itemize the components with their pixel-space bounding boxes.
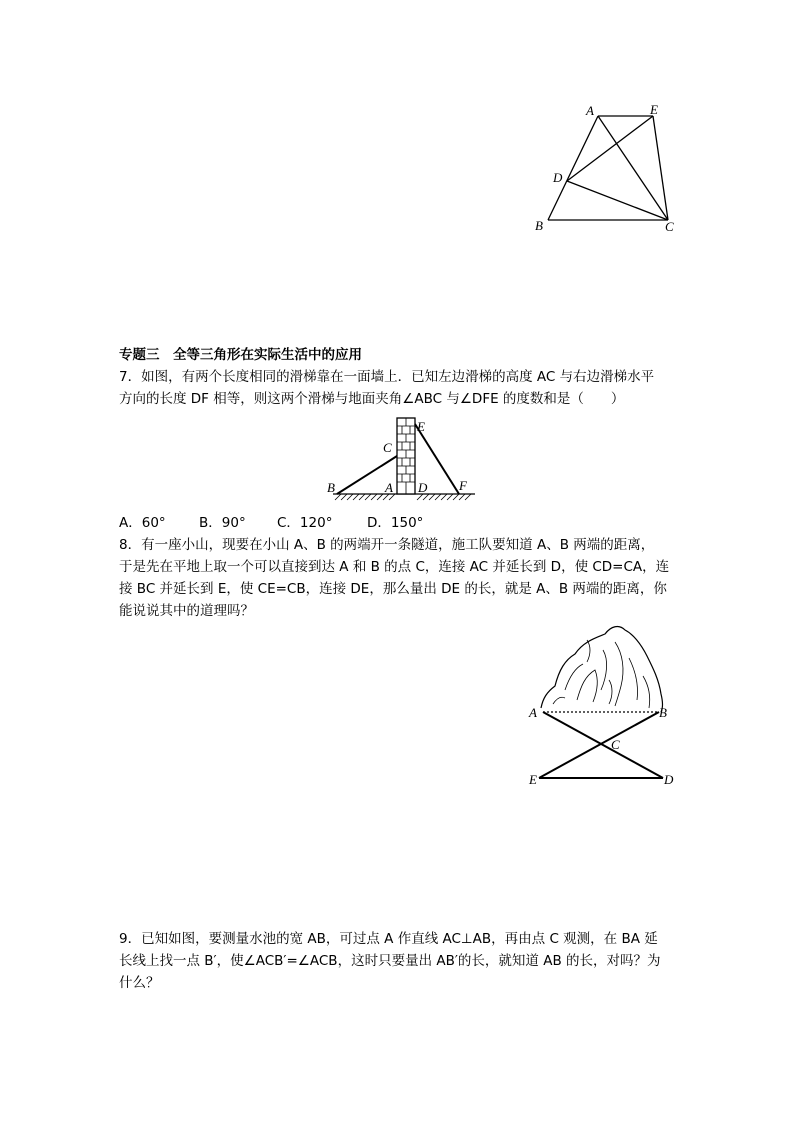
q7-line-1: 7．如图，有两个长度相同的滑梯靠在一面墙上．已知左边滑梯的高度 AC 与右边滑梯水平 xyxy=(119,369,655,385)
q7-option-b[interactable]: B．90° xyxy=(199,515,246,531)
q7-line-2: 方向的长度 DF 相等，则这两个滑梯与地面夹角∠ABC 与∠DFE 的度数和是（ ） xyxy=(119,391,625,407)
label-c: C xyxy=(665,219,674,234)
label-e: E xyxy=(650,102,658,117)
label-a: A xyxy=(586,103,594,118)
quadrilateral-diagram xyxy=(530,100,690,240)
q9-line-2: 长线上找一点 B′，使∠ACB′=∠ACB，这时只要量出 AB′的长，就知道 AB 的长，对吗？为 xyxy=(119,953,661,969)
mountain-label-d: D xyxy=(664,772,674,787)
segment-ec xyxy=(653,116,668,220)
q9-line-3: 什么？ xyxy=(119,975,160,991)
q8-line-1: 8．有一座小山，现要在小山 A、B 的两端开一条隧道，施工队要知道 A、B 两端的距离， xyxy=(119,537,655,553)
slide-label-e: E xyxy=(417,419,425,434)
figure-quadrilateral xyxy=(530,100,690,240)
q7-option-a[interactable]: A．60° xyxy=(119,515,166,531)
figure-slides xyxy=(325,414,485,502)
segment-dc xyxy=(567,181,668,220)
slide-label-f: F xyxy=(459,478,467,493)
q7-options xyxy=(119,512,679,534)
q8-line-3: 接 BC 并延长到 E，使 CE=CB，连接 DE，那么量出 DE 的长，就是 A、B 两端的距离，你 xyxy=(119,581,667,597)
slides-diagram xyxy=(325,414,485,502)
slide-label-d: D xyxy=(418,480,428,495)
q8-line-4: 能说说其中的道理吗？ xyxy=(119,603,254,619)
q7-option-c[interactable]: C．120° xyxy=(277,515,333,531)
label-b: B xyxy=(535,218,543,233)
mountain-label-a: A xyxy=(529,705,537,720)
mountain-label-b: B xyxy=(659,705,667,720)
q9-line-1: 9．已知如图，要测量水池的宽 AB，可过点 A 作直线 AC⊥AB，再由点 C 观测，在 BA 延 xyxy=(119,931,658,947)
q8-line-2: 于是先在平地上取一个可以直接到达 A 和 B 的点 C，连接 AC 并延长到 D，使 CD=CA，连 xyxy=(119,559,670,575)
mountain-label-c: C xyxy=(611,737,620,752)
segment-de xyxy=(567,116,653,181)
slide-label-a: A xyxy=(385,480,393,495)
slide-label-c: C xyxy=(383,440,392,455)
figure-mountain xyxy=(525,620,685,790)
q7-option-d[interactable]: D．150° xyxy=(367,515,424,531)
mountain-label-e: E xyxy=(529,772,537,787)
slide-label-b: B xyxy=(327,480,335,495)
mountain-diagram xyxy=(525,620,685,790)
label-d: D xyxy=(553,170,563,185)
segment-ab xyxy=(548,116,598,220)
section-title: 专题三 全等三角形在实际生活中的应用 xyxy=(119,347,362,363)
